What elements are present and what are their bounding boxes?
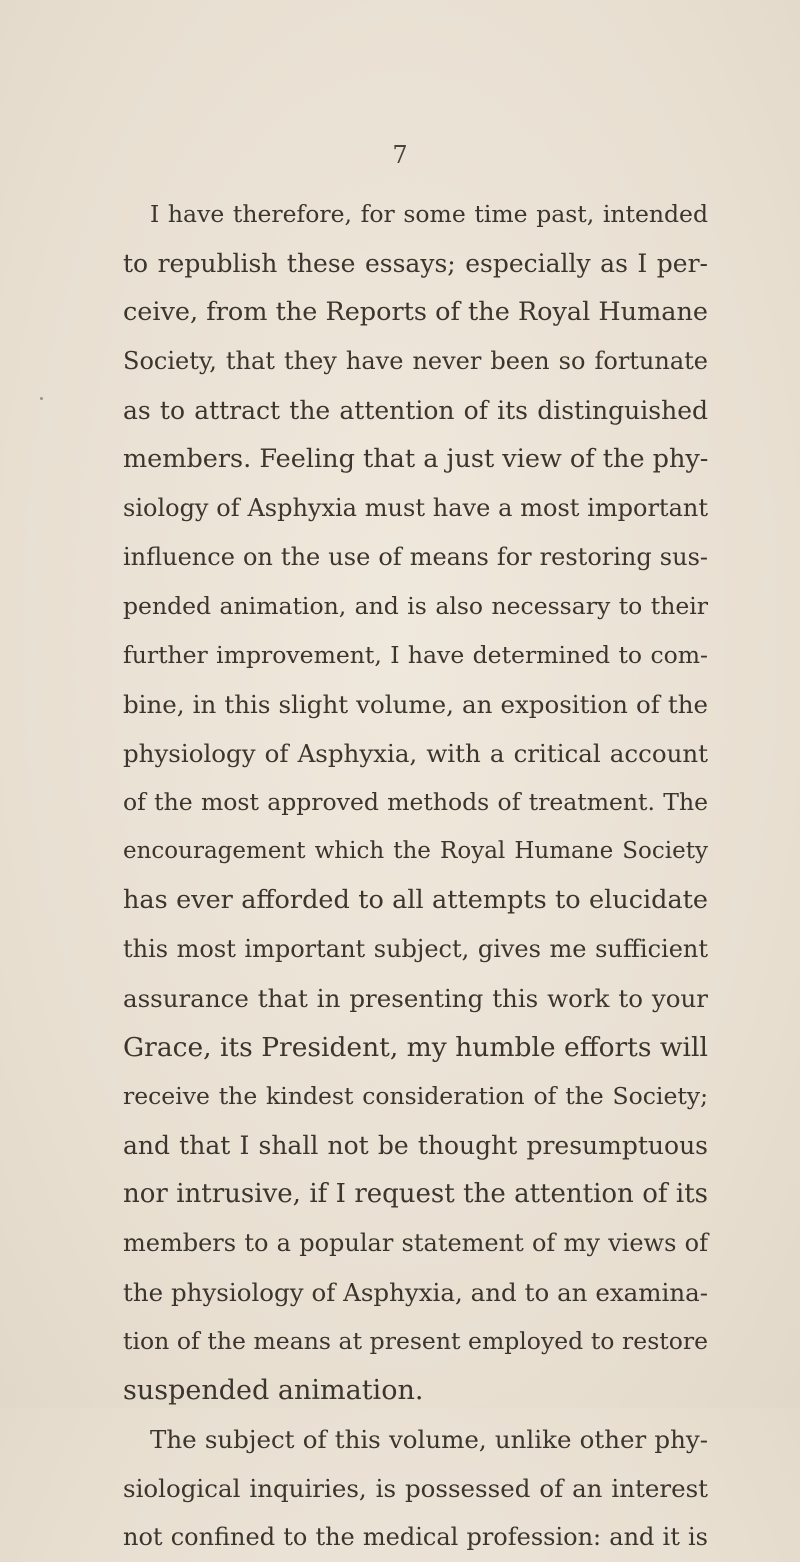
- text-line: this most important subject, gives me sufficient: [123, 935, 708, 963]
- text-line: the physiology of Asphyxia, and to an examina-: [123, 1278, 708, 1307]
- text-line: members. Feeling that a just view of the phy-: [123, 444, 709, 474]
- text-line: tion of the means at present employed to restore: [123, 1327, 708, 1355]
- paper-speck: [40, 397, 43, 400]
- text-line: pended animation, and is also necessary to their: [123, 592, 708, 620]
- text-line: members to a popular statement of my views of: [123, 1229, 708, 1257]
- text-line: physiology of Asphyxia, with a critical account: [123, 739, 708, 768]
- text-line: of the most approved methods of treatment. The: [123, 788, 708, 816]
- text-line: siology of Asphyxia must have a most important: [123, 494, 708, 522]
- text-line: and that I shall not be thought presumptuous: [123, 1131, 708, 1160]
- page-number: 7: [392, 141, 408, 169]
- body-text: [123, 190, 708, 1562]
- text-line: suspended animation.: [123, 1375, 424, 1406]
- text-line: influence on the use of means for restoring sus-: [123, 543, 708, 571]
- text-line: further improvement, I have determined to com-: [123, 641, 708, 669]
- text-line: I have therefore, for some time past, intended: [150, 200, 708, 228]
- text-line: not confined to the medical profession: and it is: [123, 1523, 708, 1551]
- text-line: Grace, its President, my humble efforts will: [123, 1032, 708, 1063]
- text-line: assurance that in presenting this work to your: [123, 984, 708, 1013]
- text-line: The subject of this volume, unlike other phy-: [150, 1425, 708, 1454]
- text-line: ceive, from the Reports of the Royal Humane: [123, 297, 708, 327]
- text-line: Society, that they have never been so fortunate: [123, 347, 708, 375]
- text-line: siological inquiries, is possessed of an interest: [123, 1474, 708, 1503]
- text-line: to republish these essays; especially as I per-: [123, 249, 708, 278]
- text-line: bine, in this slight volume, an exposition of the: [123, 690, 708, 719]
- text-line: receive the kindest consideration of the Society;: [123, 1082, 708, 1110]
- text-line: nor intrusive, if I request the attention of its: [123, 1179, 708, 1209]
- text-line: encouragement which the Royal Humane Society: [123, 838, 708, 864]
- text-line: has ever afforded to all attempts to elucidate: [123, 885, 708, 915]
- text-line: as to attract the attention of its distinguished: [123, 396, 708, 425]
